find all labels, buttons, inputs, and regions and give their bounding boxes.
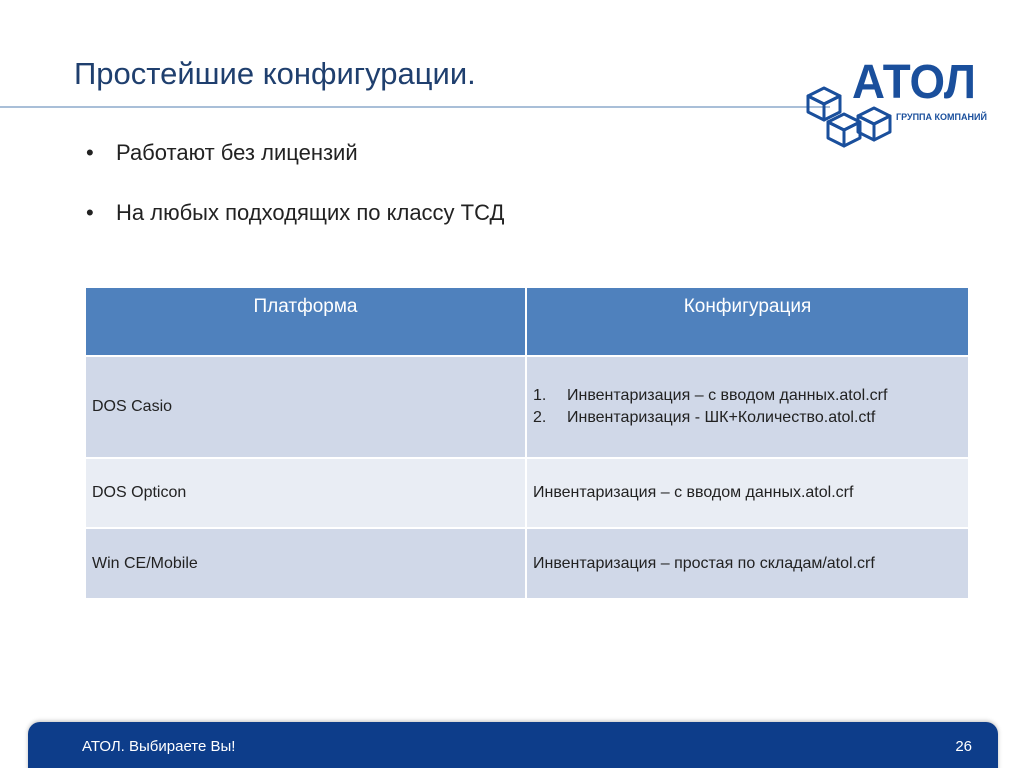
- header-configuration: Конфигурация: [526, 288, 968, 356]
- logo-tagline: ГРУППА КОМПАНИЙ: [896, 112, 987, 122]
- table-row: [86, 528, 968, 598]
- cell-platform: DOS Casio: [86, 356, 526, 458]
- cell-configuration: Инвентаризация – с вводом данных.atol.crf: [526, 458, 968, 528]
- config-list: [533, 385, 962, 429]
- page-number: 26: [955, 738, 972, 755]
- slide-title: Простейшие конфигурации.: [74, 56, 476, 91]
- table-header-row: [86, 288, 968, 356]
- table-row: [86, 356, 968, 458]
- logo-name: АТОЛ: [852, 56, 976, 109]
- bullet-dot-icon: •: [86, 200, 94, 225]
- cell-platform: DOS Opticon: [86, 458, 526, 528]
- config-list-item: 2. Инвентаризация - ШК+Количество.atol.ctf: [533, 409, 876, 426]
- config-table: [86, 288, 968, 598]
- footer-slogan: АТОЛ. Выбираете Вы!: [82, 738, 236, 755]
- cell-platform: Win CE/Mobile: [86, 528, 526, 598]
- atol-logo: [800, 52, 990, 152]
- title-divider: [0, 106, 830, 108]
- config-list-item: 1. Инвентаризация – с вводом данных.atol.crf: [533, 387, 888, 404]
- cell-configuration: [526, 356, 968, 458]
- table-row: [86, 458, 968, 528]
- header-platform: Платформа: [86, 288, 526, 356]
- bullet-item: • Работают без лицензий: [86, 138, 504, 168]
- bullet-dot-icon: •: [86, 140, 94, 165]
- bullet-list: [86, 138, 504, 258]
- bullet-item: • На любых подходящих по классу ТСД: [86, 198, 504, 228]
- cell-configuration: Инвентаризация – простая по складам/atol.crf: [526, 528, 968, 598]
- footer-bar: [28, 722, 998, 768]
